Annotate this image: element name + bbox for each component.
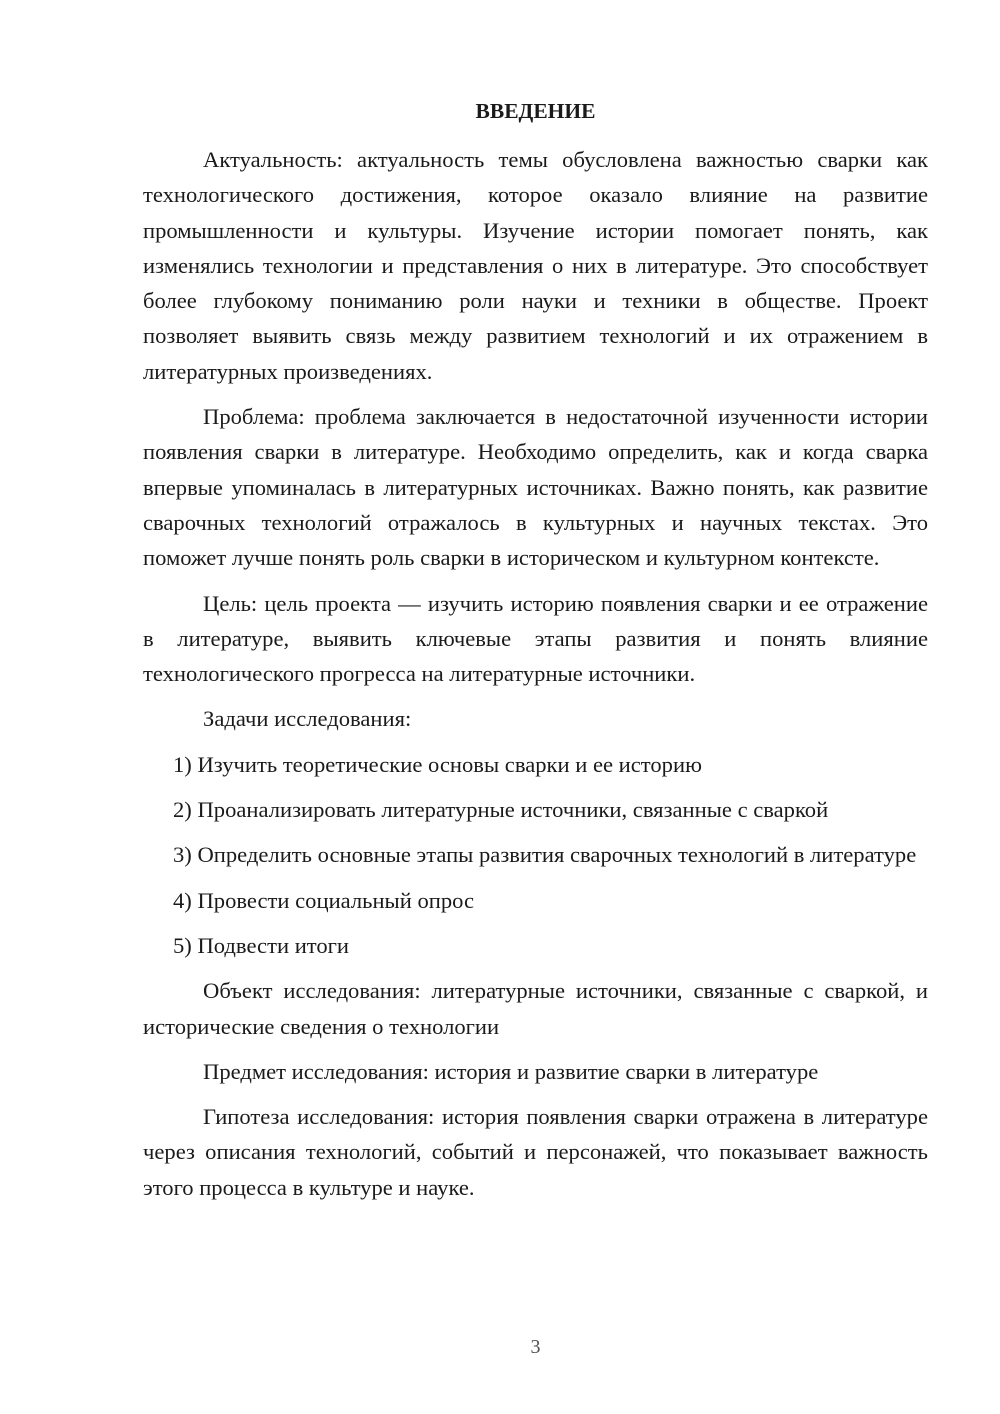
page-number: 3 — [530, 1336, 541, 1358]
document-body — [143, 142, 928, 1215]
task-item: 5) Подвести итоги — [173, 932, 350, 958]
paragraph-problem: Проблема: проблема заключается в недостаточной изученности истории появления сварки в литературе. Необходимо определить, как и когда сварка впервые упоминалась в литературных источниках. Важно понять, как развитие сварочных технологий отражалось в культурных и научных текстах. Это поможет лучше понять роль сварки в историческом и культурном контексте. — [143, 404, 928, 571]
task-item: 2) Проанализировать литературные источники, связанные с сваркой — [173, 797, 829, 823]
paragraph-relevance: Актуальность: актуальность темы обусловлена важностью сварки как технологического достижения, которое оказало влияние на развитие промышленности и культуры. Изучение истории помогает понять, как изменялись технологии и представления о них в литературе. Это способствует более глубокому пониманию роли науки и техники в обществе. Проект позволяет выявить связь между развитием технологий и их отражением в литературных произведениях. — [143, 147, 928, 384]
document-page — [143, 0, 928, 1414]
paragraph-hypothesis: Гипотеза исследования: история появления сварки отражена в литературе через описания технологий, событий и персонажей, что показывает важность этого процесса в культуре и науке. — [143, 1104, 928, 1200]
paragraph-goal: Цель: цель проекта — изучить историю появления сварки и ее отражение в литературе, выявить ключевые этапы развития и понять влияние технологического прогресса на литературные источники. — [143, 590, 928, 687]
task-item: 4) Провести социальный опрос — [173, 887, 475, 913]
paragraph-subject: Предмет исследования: история и развитие сварки в литературе — [203, 1058, 819, 1084]
paragraph-object: Объект исследования: литературные источники, связанные с сваркой, и исторические сведения о технологии — [143, 978, 928, 1039]
page-title: ВВЕДЕНИЕ — [475, 99, 596, 123]
task-item: 3) Определить основные этапы развития сварочных технологий в литературе — [173, 842, 917, 868]
task-item: 1) Изучить теоретические основы сварки и ее историю — [173, 751, 702, 777]
tasks-heading: Задачи исследования: — [203, 706, 412, 732]
